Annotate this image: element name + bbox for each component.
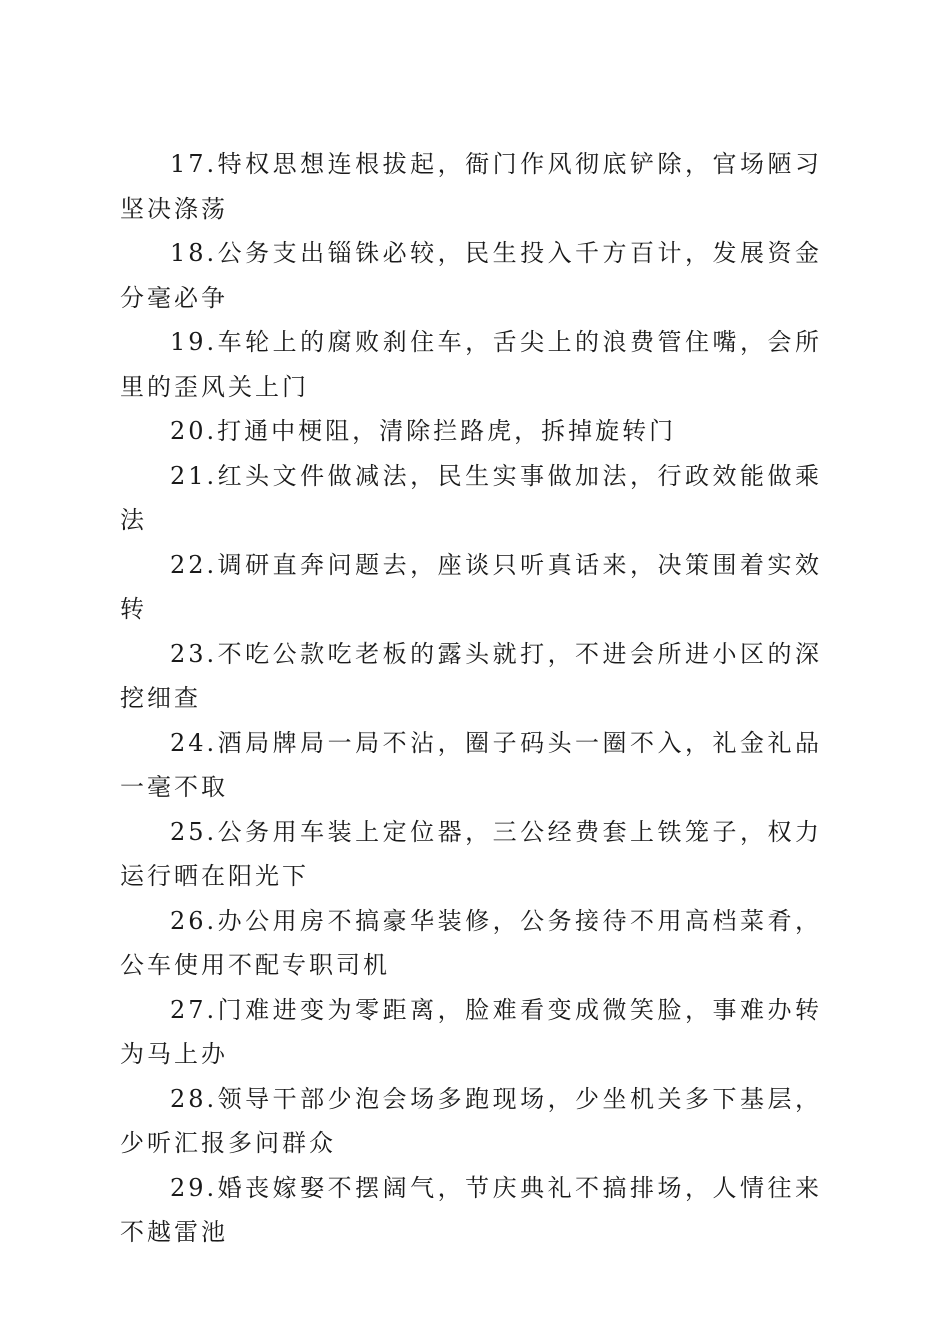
list-item	[120, 454, 822, 543]
list-item	[120, 899, 822, 988]
item-text: 车轮上的腐败刹住车，舌尖上的浪费管住嘴，会所里的歪风关上门	[120, 328, 822, 401]
item-text: 红头文件做减法，民生实事做加法，行政效能做乘法	[120, 461, 822, 534]
list-item	[120, 142, 822, 231]
list-item	[120, 632, 822, 721]
item-text: 婚丧嫁娶不摆阔气，节庆典礼不搞排场，人情往来不越雷池	[120, 1173, 822, 1246]
item-number: 20.	[170, 417, 218, 445]
list-item	[120, 320, 822, 409]
item-text: 不吃公款吃老板的露头就打，不进会所进小区的深挖细查	[120, 639, 822, 712]
item-text: 酒局牌局一局不沾，圈子码头一圈不入，礼金礼品一毫不取	[120, 728, 822, 801]
item-text: 办公用房不搞豪华装修，公务接待不用高档菜肴，公车使用不配专职司机	[120, 906, 822, 979]
list-item	[120, 409, 822, 454]
item-text: 领导干部少泡会场多跑现场，少坐机关多下基层，少听汇报多问群众	[120, 1084, 822, 1157]
item-number: 27.	[170, 995, 218, 1024]
item-number: 28.	[170, 1084, 218, 1113]
item-text: 调研直奔问题去，座谈只听真话来，决策围着实效转	[120, 550, 822, 623]
item-number: 21.	[170, 461, 218, 490]
item-text: 特权思想连根拔起，衙门作风彻底铲除，官场陋习坚决涤荡	[120, 150, 822, 223]
list-item	[120, 1166, 822, 1255]
item-number: 18.	[170, 239, 218, 267]
item-number: 19.	[170, 328, 218, 356]
item-number: 24.	[170, 728, 218, 757]
list-item	[120, 231, 822, 320]
list-item	[120, 543, 822, 632]
list-item	[120, 810, 822, 899]
item-number: 26.	[170, 906, 218, 935]
item-text: 打通中梗阻，清除拦路虎，拆掉旋转门	[217, 417, 677, 445]
list-item	[120, 988, 822, 1077]
item-text: 门难进变为零距离，脸难看变成微笑脸，事难办转为马上办	[120, 995, 822, 1068]
item-number: 22.	[170, 550, 218, 579]
item-number: 23.	[170, 639, 218, 668]
item-text: 公务用车装上定位器，三公经费套上铁笼子，权力运行晒在阳光下	[120, 817, 822, 890]
list-item	[120, 721, 822, 810]
item-number: 29.	[170, 1173, 218, 1202]
document-body	[120, 142, 822, 1255]
item-number: 17.	[170, 150, 218, 178]
list-item	[120, 1077, 822, 1166]
item-number: 25.	[170, 817, 218, 846]
item-text: 公务支出锱铢必较，民生投入千方百计，发展资金分毫必争	[120, 239, 822, 312]
